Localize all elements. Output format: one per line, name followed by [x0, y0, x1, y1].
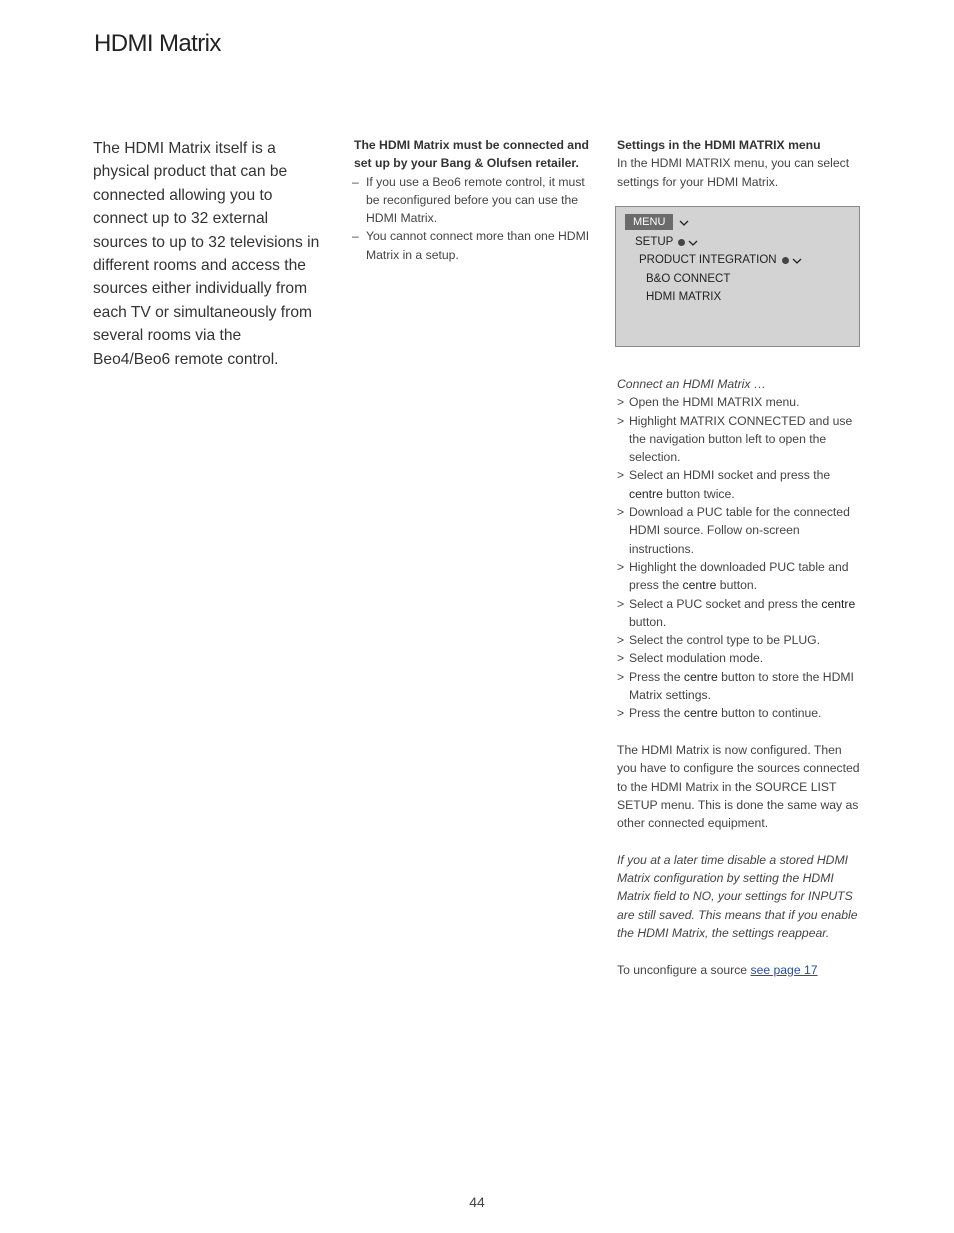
- menu-row-product-integration: [639, 254, 801, 266]
- list-item: [354, 173, 599, 228]
- arrow-marker: >: [617, 633, 625, 648]
- step-text: button twice.: [662, 486, 735, 501]
- step-text: Select modulation mode.: [629, 651, 764, 666]
- unconfigure-line: [617, 961, 861, 979]
- connect-title: Connect an HDMI Matrix …: [617, 377, 766, 391]
- hdmi-matrix-label: HDMI MATRIX: [646, 291, 722, 303]
- list-item: [354, 227, 599, 264]
- arrow-marker: >: [617, 395, 625, 410]
- retailer-bullets: [354, 173, 599, 264]
- menu-tag: MENU: [625, 214, 673, 230]
- retailer-lead: The HDMI Matrix must be connected and set up by your Bang & Olufsen retailer.: [354, 138, 589, 171]
- menu-row-bo-connect: [646, 273, 730, 285]
- step-text: Highlight the downloaded PUC table and press the: [629, 559, 849, 593]
- arrow-marker: >: [617, 596, 625, 611]
- arrow-marker: >: [617, 651, 625, 666]
- product-integration-label: PRODUCT INTEGRATION: [639, 254, 777, 266]
- list-item: [617, 704, 861, 722]
- menu-diagram: [615, 206, 860, 347]
- list-item: [617, 393, 861, 411]
- list-item: [617, 631, 861, 649]
- list-item: [617, 595, 861, 632]
- arrow-marker: >: [617, 468, 625, 483]
- list-item: [617, 503, 861, 558]
- step-text: button.: [629, 614, 667, 629]
- arrow-marker: >: [617, 413, 625, 428]
- menu-row-setup: [635, 236, 697, 248]
- step-text: Select a PUC socket and press the: [629, 596, 822, 611]
- step-text: Highlight MATRIX CONNECTED and use the navigation button left to open the selection.: [629, 413, 853, 465]
- settings-text: In the HDMI MATRIX menu, you can select settings for your HDMI Matrix.: [617, 156, 850, 189]
- step-text: Open the HDMI MATRIX menu.: [629, 395, 800, 410]
- step-text: Press the: [629, 706, 684, 721]
- step-text: Press the: [629, 669, 684, 684]
- bullet-text: You cannot connect more than one HDMI Matrix in a setup.: [366, 229, 590, 262]
- step-text: Select an HDMI socket and press the: [629, 468, 831, 483]
- step-text: Download a PUC table for the connected HDMI source. Follow on-screen instructions.: [629, 505, 850, 556]
- step-button-name: centre: [683, 706, 718, 721]
- list-item: [617, 558, 861, 595]
- page-title: HDMI Matrix: [94, 30, 221, 57]
- list-item: [617, 649, 861, 667]
- dash-marker: –: [352, 229, 359, 244]
- step-button-name: centre: [821, 596, 856, 611]
- select-dot-icon: [782, 257, 789, 264]
- list-item: [617, 466, 861, 503]
- bullet-text: If you use a Beo6 remote control, it must be reconfigured before you can use the HDMI Matrix.: [366, 174, 585, 226]
- step-text: Select the control type to be PLUG.: [629, 633, 821, 648]
- arrow-marker: >: [617, 669, 625, 684]
- step-text: button to store the HDMI Matrix settings.: [629, 669, 854, 703]
- see-page-link[interactable]: see page 17: [750, 962, 818, 977]
- retailer-note: [354, 136, 599, 264]
- intro-paragraph: The HDMI Matrix itself is a physical product that can be connected allowing you to connect up to 32 external sources to up to 32 televisions in different rooms and access the sources either individually from each TV or simultaneously from several rooms via the Beo4/Beo6 remote control.: [93, 140, 320, 368]
- chevron-down-icon: [792, 256, 801, 265]
- dash-marker: –: [352, 174, 359, 189]
- unconfigure-text: To unconfigure a source: [617, 962, 751, 977]
- chevron-down-icon: [679, 218, 688, 227]
- select-dot-icon: [678, 239, 685, 246]
- steps-list: [617, 393, 861, 722]
- arrow-marker: >: [617, 505, 625, 520]
- connect-instructions: [617, 375, 861, 979]
- settings-intro: [617, 136, 861, 191]
- setup-label: SETUP: [635, 236, 674, 248]
- arrow-marker: >: [617, 559, 625, 574]
- menu-row-hdmi-matrix: [646, 291, 721, 303]
- italic-note: If you at a later time disable a stored HDMI Matrix configuration by setting the HDMI Matrix field to NO, your settings for INPUTS are still saved. This means that if you enable the HDMI Matrix, the settings reappear.: [617, 852, 858, 940]
- menu-row-menu: [625, 214, 688, 230]
- list-item: [617, 412, 861, 467]
- settings-heading: Settings in the HDMI MATRIX menu: [617, 138, 821, 152]
- step-text: button to continue.: [717, 706, 822, 721]
- step-text: button.: [716, 578, 758, 593]
- bo-connect-label: B&O CONNECT: [646, 273, 731, 285]
- arrow-marker: >: [617, 706, 625, 721]
- configured-text: The HDMI Matrix is now configured. Then you have to configure the sources connected to the HDMI Matrix in the SOURCE LIST SETUP menu. This is done the same way as other connected equipment.: [617, 742, 860, 831]
- page-number: 44: [469, 1194, 485, 1210]
- list-item: [617, 668, 861, 705]
- step-button-name: centre: [629, 486, 663, 501]
- step-button-name: centre: [683, 669, 718, 684]
- chevron-down-icon: [688, 238, 697, 247]
- step-button-name: centre: [682, 578, 717, 593]
